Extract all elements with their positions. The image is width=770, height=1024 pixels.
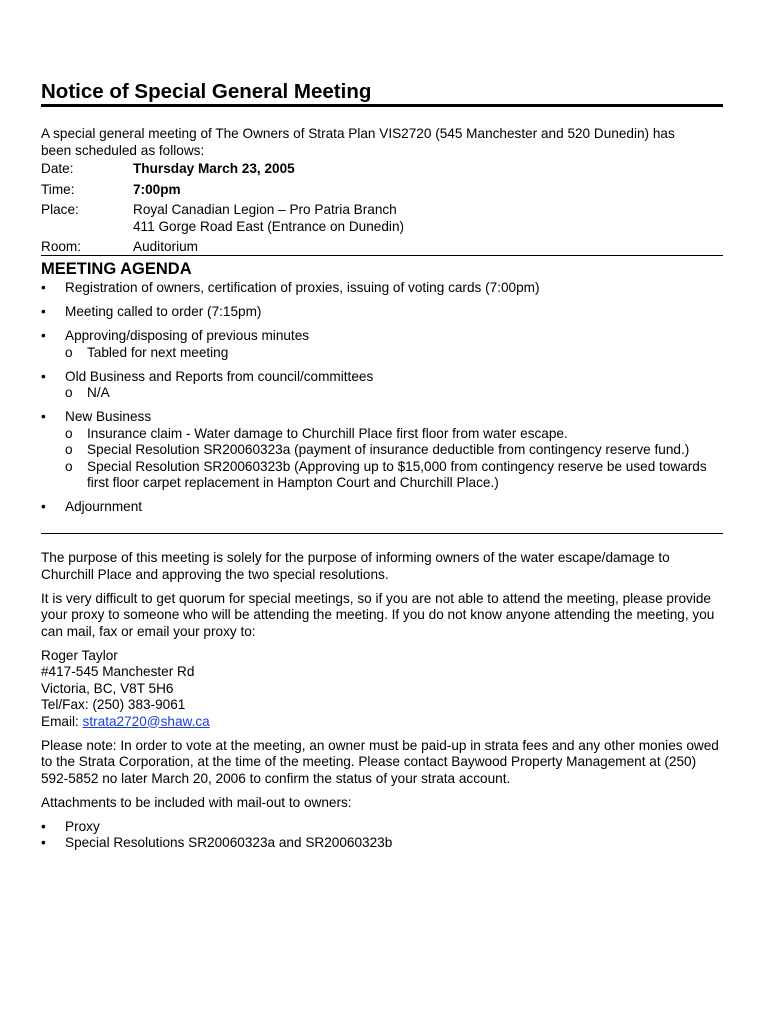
contact-email-row bbox=[41, 714, 723, 731]
place-label: Place: bbox=[41, 202, 79, 217]
sub-bullet-icon: o bbox=[65, 425, 73, 441]
agenda-item-text: Adjournment bbox=[65, 499, 143, 514]
agenda-sub-item-text: Special Resolution SR20060323a (payment of insurance deductible from contingency reserve fund.) bbox=[87, 442, 690, 457]
contact-address bbox=[41, 648, 723, 731]
agenda-sub-item-text: Special Resolution SR20060323b (Approving up to $15,000 from contingency reserve be used towards first floor carpet replacement in Hampton Court and Churchill Place.) bbox=[87, 458, 707, 490]
contact-street: #417-545 Manchester Rd bbox=[41, 664, 195, 679]
agenda-sub-item bbox=[65, 459, 723, 492]
agenda-item bbox=[41, 304, 723, 321]
bullet-icon: • bbox=[41, 818, 46, 834]
agenda-item-text: Registration of owners, certification of proxies, issuing of voting cards (7:00pm) bbox=[65, 280, 540, 295]
agenda-item bbox=[41, 499, 723, 516]
email-link[interactable]: strata2720@shaw.ca bbox=[82, 713, 210, 729]
agenda-list bbox=[41, 280, 723, 523]
purpose-paragraph: The purpose of this meeting is solely for the purpose of informing owners of the water escape/damage to Churchill Place and approving the two special resolutions. bbox=[41, 550, 670, 582]
quorum-paragraph: It is very difficult to get quorum for special meetings, so if you are not able to attend the meeting, please provide your proxy to someone who will be attending the meeting. If you do not know anyone attending the meeting, you can mail, fax or email your proxy to: bbox=[41, 590, 715, 639]
details-divider bbox=[41, 255, 723, 256]
agenda-sub-item-text: Tabled for next meeting bbox=[87, 344, 229, 360]
agenda-item bbox=[41, 280, 723, 297]
agenda-item bbox=[41, 369, 723, 402]
time-row bbox=[41, 182, 723, 199]
attachment-item bbox=[41, 819, 723, 836]
contact-city: Victoria, BC, V8T 5H6 bbox=[41, 680, 174, 696]
place-value bbox=[133, 202, 723, 235]
agenda-sub-item bbox=[65, 345, 723, 362]
notice-body bbox=[41, 550, 723, 852]
agenda-sub-item bbox=[65, 442, 723, 459]
bullet-icon: • bbox=[41, 499, 46, 514]
date-label: Date: bbox=[41, 161, 74, 176]
place-line-1: Royal Canadian Legion – Pro Patria Branch bbox=[133, 202, 397, 217]
note-paragraph: Please note: In order to vote at the meeting, an owner must be paid-up in strata fees and any other monies owed to the Strata Corporation, at the time of the meeting. Please contact Baywood Property Management at (250) 592-5852 no later March 20, 2006 to confirm the status of your strata account. bbox=[41, 737, 719, 786]
intro-paragraph: A special general meeting of The Owners of Strata Plan VIS2720 (545 Manchester and 520 Dunedin) has been scheduled as follows: bbox=[41, 126, 675, 158]
room-label: Room: bbox=[41, 239, 82, 254]
page-title: Notice of Special General Meeting bbox=[41, 80, 372, 103]
contact-phone: Tel/Fax: (250) 383-9061 bbox=[41, 697, 186, 712]
attachments-intro: Attachments to be included with mail-out to owners: bbox=[41, 794, 352, 810]
bullet-icon: • bbox=[41, 409, 46, 424]
title-divider bbox=[41, 104, 723, 107]
sub-bullet-icon: o bbox=[65, 385, 73, 400]
bullet-icon: • bbox=[41, 328, 46, 343]
date-row bbox=[41, 161, 723, 178]
agenda-item-text: New Business bbox=[65, 409, 152, 424]
email-label: Email: bbox=[41, 713, 83, 729]
place-line-2: 411 Gorge Road East (Entrance on Dunedin) bbox=[133, 218, 405, 234]
agenda-item bbox=[41, 328, 723, 361]
room-value: Auditorium bbox=[133, 239, 198, 254]
meeting-details bbox=[41, 161, 723, 256]
room-row bbox=[41, 239, 723, 256]
attachment-item bbox=[41, 835, 723, 852]
agenda-sub-item-text: N/A bbox=[87, 385, 110, 400]
bullet-icon: • bbox=[41, 304, 46, 319]
agenda-sub-item bbox=[65, 426, 723, 443]
agenda-sub-item-text: Insurance claim - Water damage to Churchill Place first floor from water escape. bbox=[87, 425, 568, 441]
bullet-icon: • bbox=[41, 835, 46, 850]
sub-bullet-icon: o bbox=[65, 442, 73, 457]
date-value: Thursday March 23, 2005 bbox=[133, 161, 295, 176]
agenda-item-text: Meeting called to order (7:15pm) bbox=[65, 304, 262, 319]
bullet-icon: • bbox=[41, 368, 46, 384]
agenda-item bbox=[41, 409, 723, 492]
agenda-item-text: Old Business and Reports from council/committees bbox=[65, 368, 374, 384]
agenda-sub-item bbox=[65, 385, 723, 402]
agenda-heading: MEETING AGENDA bbox=[41, 260, 192, 278]
agenda-divider bbox=[41, 533, 723, 534]
time-value: 7:00pm bbox=[133, 181, 181, 197]
sub-bullet-icon: o bbox=[65, 458, 73, 474]
place-row bbox=[41, 202, 723, 235]
agenda-item-text: Approving/disposing of previous minutes bbox=[65, 328, 310, 343]
attachments-list bbox=[41, 819, 723, 852]
bullet-icon: • bbox=[41, 280, 46, 295]
contact-name: Roger Taylor bbox=[41, 647, 118, 663]
attachment-text: Proxy bbox=[65, 818, 100, 834]
sub-bullet-icon: o bbox=[65, 344, 73, 360]
time-label: Time: bbox=[41, 181, 75, 197]
attachment-text: Special Resolutions SR20060323a and SR20060323b bbox=[65, 835, 393, 850]
